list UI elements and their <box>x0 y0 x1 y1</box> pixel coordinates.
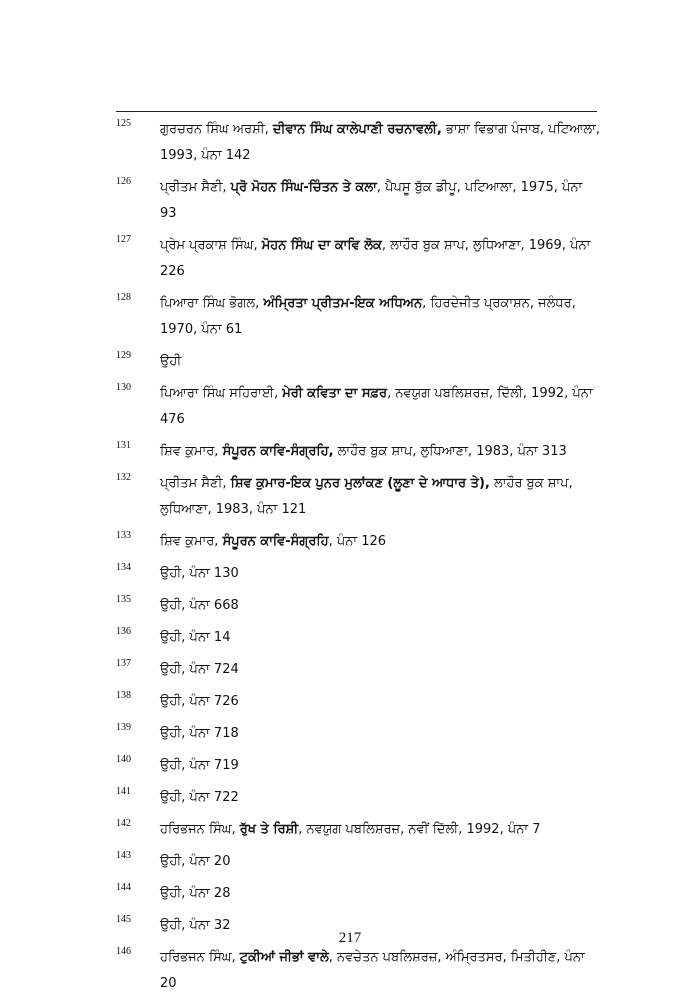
footnote-text <box>160 381 600 433</box>
footnote-text-segment: ਸ਼ਿਵ ਕੁਮਾਰ, <box>160 534 223 549</box>
footnote-number: 132 <box>116 472 131 483</box>
footnote-item <box>116 561 600 587</box>
footnote-number: 144 <box>116 882 131 893</box>
footnote-text-segment: , ਨਵਚੇਤਨ ਪਬਲਿਸ਼ਰਜ਼, ਅੰਮ੍ਰਿਤਸਰ, ਮਿਤੀਹੀਣ, ਪੰਨਾ 20 <box>160 950 585 991</box>
footnote-item <box>116 117 600 169</box>
footnote-text-segment: ਉਹੀ, ਪੰਨਾ 724 <box>160 662 239 677</box>
footnote-text <box>160 175 600 227</box>
footnote-item <box>116 291 600 343</box>
footnote-text-segment: ਉਹੀ, ਪੰਨਾ 668 <box>160 598 239 613</box>
footnote-number: 136 <box>116 626 131 637</box>
footnote-text <box>160 785 600 811</box>
footnote-text-segment: , ਲਾਹੌਰ ਬੁਕ ਸ਼ਾਪ, ਲੁਧਿਆਣਾ, 1969, ਪੰਨਾ 226 <box>160 238 591 279</box>
footnote-text <box>160 291 600 343</box>
footnote-title: ਸੰਪੂਰਨ ਕਾਵਿ-ਸੰਗ੍ਰਹਿ, <box>222 444 334 459</box>
footnote-text-segment: ਉਹੀ, ਪੰਨਾ 32 <box>160 918 231 933</box>
footnote-number: 138 <box>116 690 131 701</box>
footnote-text-segment: , ਨਵਯੁਗ ਪਬਲਿਸ਼ਰਜ਼, ਦਿੱਲੀ, 1992, ਪੰਨਾ 476 <box>160 386 593 427</box>
footnote-item <box>116 785 600 811</box>
footnote-text-segment: ਉਹੀ, ਪੰਨਾ 718 <box>160 726 239 741</box>
footnote-item <box>116 471 600 523</box>
footnote-title: ਅੰਮ੍ਰਿਤਾ ਪ੍ਰੀਤਮ-ਇਕ ਅਧਿਅਨ <box>263 296 423 311</box>
footnote-number: 126 <box>116 176 131 187</box>
footnote-number: 142 <box>116 818 131 829</box>
footnote-number: 143 <box>116 850 131 861</box>
footnote-text-segment: ਉਹੀ, ਪੰਨਾ 130 <box>160 566 239 581</box>
footnote-text <box>160 817 600 843</box>
footnote-item <box>116 233 600 285</box>
footnote-text-segment: ਉਹੀ, ਪੰਨਾ 719 <box>160 758 239 773</box>
footnote-text <box>160 529 600 555</box>
footnote-number: 125 <box>116 118 131 129</box>
footnote-item <box>116 439 600 465</box>
footnote-title: ਸ਼ਿਵ ਕੁਮਾਰ-ਇਕ ਪੁਨਰ ਮੁਲਾਂਕਣ (ਲੂਣਾ ਦੇ ਆਧਾਰ ਤੇ), <box>230 476 490 491</box>
footnote-text <box>160 721 600 747</box>
footnote-number: 127 <box>116 234 131 245</box>
footnote-text-segment: ਸ਼ਿਵ ਕੁਮਾਰ, <box>160 444 223 459</box>
footnote-text-segment: ਉਹੀ, ਪੰਨਾ 28 <box>160 886 231 901</box>
footnote-number: 133 <box>116 530 131 541</box>
footnote-text-segment: ਲਾਹੌਰ ਬੁਕ ਸ਼ਾਪ, ਲੁਧਿਆਣਾ, 1983, ਪੰਨਾ 121 <box>160 476 573 517</box>
footnote-text-segment: , ਪੰਨਾ 126 <box>328 534 387 549</box>
footnote-text <box>160 593 600 619</box>
footnote-text-segment: ਉਹੀ, ਪੰਨਾ 722 <box>160 790 239 805</box>
footnote-list <box>116 117 600 1003</box>
footnote-number: 140 <box>116 754 131 765</box>
footnote-text-segment: ਪ੍ਰੇਮ ਪ੍ਰਕਾਸ਼ ਸਿੰਘ, <box>160 238 262 253</box>
footnote-item <box>116 657 600 683</box>
footnote-text-segment: ਪ੍ਰੀਤਮ ਸੈਣੀ, <box>160 476 231 491</box>
footnote-text <box>160 753 600 779</box>
footnote-text-segment: , ਨਵਯੁਗ ਪਬਲਿਸ਼ਰਜ਼, ਨਵੀਂ ਦਿੱਲੀ, 1992, ਪੰਨਾ 7 <box>298 822 541 837</box>
footnote-text-segment: ਭਾਸ਼ਾ ਵਿਭਾਗ ਪੰਜਾਬ, ਪਟਿਆਲਾ, 1993, ਪੰਨਾ 142 <box>160 122 600 163</box>
footnote-item <box>116 381 600 433</box>
footnote-title: ਟੁਕੀਆਂ ਜੀਭਾਂ ਵਾਲੇ <box>239 950 329 965</box>
footnote-text <box>160 657 600 683</box>
page-number: 217 <box>338 930 362 946</box>
footnote-number: 146 <box>116 946 131 957</box>
footnote-item <box>116 753 600 779</box>
footnote-item <box>116 529 600 555</box>
footnote-text-segment: ਹਰਿਭਜਨ ਸਿੰਘ, <box>160 822 240 837</box>
footnote-item <box>116 721 600 747</box>
footnote-number: 135 <box>116 594 131 605</box>
footnote-number: 130 <box>116 382 131 393</box>
footnote-text-segment: , ਪੈਪਸੂ ਬੁੱਕ ਡੀਪੂ, ਪਟਿਆਲਾ, 1975, ਪੰਨਾ 93 <box>160 180 583 221</box>
footnote-number: 141 <box>116 786 131 797</box>
footnote-number: 131 <box>116 440 131 451</box>
footnote-number: 145 <box>116 914 131 925</box>
footnote-item <box>116 689 600 715</box>
footnote-number: 137 <box>116 658 131 669</box>
footnote-title: ਸੰਪੂਰਨ ਕਾਵਿ-ਸੰਗ੍ਰਹਿ <box>222 534 329 549</box>
footnote-item <box>116 175 600 227</box>
footnote-text-segment: ਉਹੀ, ਪੰਨਾ 726 <box>160 694 239 709</box>
footnote-text-segment: ਹਰਿਭਜਨ ਸਿੰਘ, <box>160 950 240 965</box>
footnote-number: 134 <box>116 562 131 573</box>
footnote-text-segment: ਉਹੀ, ਪੰਨਾ 14 <box>160 630 231 645</box>
footnote-text-segment: ਪਿਆਰਾ ਸਿੰਘ ਭੋਗਲ, <box>160 296 264 311</box>
footnote-title: ਮੇਰੀ ਕਵਿਤਾ ਦਾ ਸਫ਼ਰ <box>282 386 388 401</box>
footnote-title: ਰੁੱਖ ਤੇ ਰਿਸ਼ੀ <box>239 822 299 837</box>
footnote-item <box>116 881 600 907</box>
footnote-text <box>160 945 600 997</box>
footnote-title: ਪ੍ਰੋ ਮੋਹਨ ਸਿੰਘ-ਚਿੰਤਨ ਤੇ ਕਲਾ <box>230 180 377 195</box>
footnote-text <box>160 881 600 907</box>
footnote-title: ਮੋਹਨ ਸਿੰਘ ਦਾ ਕਾਵਿ ਲੋਕ <box>261 238 382 253</box>
footnote-text <box>160 349 600 375</box>
footnote-title: ਦੀਵਾਨ ਸਿੰਘ ਕਾਲੇਪਾਣੀ ਰਚਨਾਵਲੀ, <box>272 122 442 137</box>
footnote-number: 129 <box>116 350 131 361</box>
footnote-text-segment: ਉਹੀ, ਪੰਨਾ 20 <box>160 854 231 869</box>
footnote-number: 128 <box>116 292 131 303</box>
footnote-text-segment: ਲਾਹੌਰ ਬੁਕ ਸ਼ਾਪ, ਲੁਧਿਆਣਾ, 1983, ਪੰਨਾ 313 <box>333 444 567 459</box>
footnote-text <box>160 471 600 523</box>
footnote-text <box>160 625 600 651</box>
footnote-item <box>116 625 600 651</box>
footnote-item <box>116 945 600 997</box>
footnote-item <box>116 349 600 375</box>
footnote-text <box>160 561 600 587</box>
footnote-text-segment: ਪਿਆਰਾ ਸਿੰਘ ਸਹਿਰਾਈ, <box>160 386 283 401</box>
footnote-text-segment: ਪ੍ਰੀਤਮ ਸੈਣੀ, <box>160 180 231 195</box>
footnote-item <box>116 593 600 619</box>
footnote-text <box>160 117 600 169</box>
footnote-text <box>160 233 600 285</box>
footnote-text <box>160 849 600 875</box>
footnote-item <box>116 849 600 875</box>
footnote-separator-rule <box>116 111 597 112</box>
footnote-text-segment: ਗੁਰਚਰਨ ਸਿੰਘ ਅਰਸ਼ੀ, <box>160 122 273 137</box>
footnote-text <box>160 689 600 715</box>
footnote-text-segment: ਉਹੀ <box>160 354 182 369</box>
footnote-text-segment: , ਹਿਰਦੇਜੀਤ ਪ੍ਰਕਾਸ਼ਨ, ਜਲੰਧਰ, 1970, ਪੰਨਾ 61 <box>160 296 576 337</box>
footnote-number: 139 <box>116 722 131 733</box>
footnote-item <box>116 817 600 843</box>
footnote-text <box>160 439 600 465</box>
